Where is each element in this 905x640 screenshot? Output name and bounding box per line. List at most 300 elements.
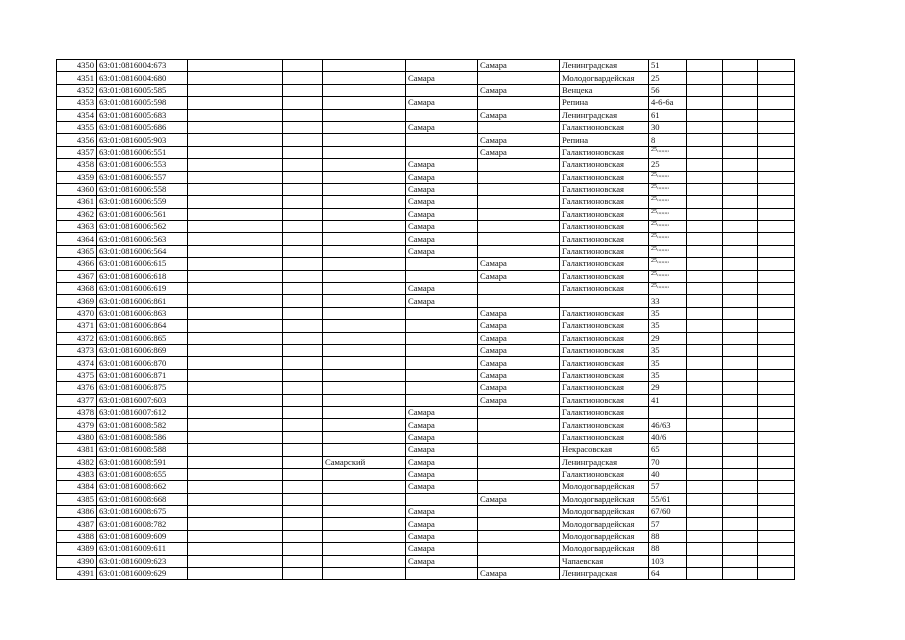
- district-cell: [323, 320, 406, 332]
- row-number-cell: 4374: [57, 357, 97, 369]
- cadastral-number-cell: 63:01:0816006:869: [97, 344, 188, 356]
- empty-cell: [283, 245, 323, 257]
- empty-cell: [188, 568, 283, 580]
- city-cell: Самара: [406, 171, 478, 183]
- street-cell: Молодогвардейская: [560, 493, 649, 505]
- house-number-cell: 65: [649, 444, 687, 456]
- house-number-cell: 25,,,,,,,,: [649, 233, 687, 245]
- city-cell: [478, 518, 560, 530]
- street-cell: Галактионовская: [560, 183, 649, 195]
- empty-cell: [758, 121, 795, 133]
- empty-cell: [758, 468, 795, 480]
- row-number-cell: 4363: [57, 221, 97, 233]
- empty-cell: [283, 344, 323, 356]
- district-cell: [323, 196, 406, 208]
- empty-cell: [283, 406, 323, 418]
- empty-cell: [687, 60, 723, 72]
- house-number-cell: 4-6-6а: [649, 97, 687, 109]
- district-cell: [323, 493, 406, 505]
- empty-cell: [188, 406, 283, 418]
- house-number-cell: 51: [649, 60, 687, 72]
- row-number-cell: 4351: [57, 72, 97, 84]
- empty-cell: [283, 456, 323, 468]
- street-cell: Галактионовская: [560, 258, 649, 270]
- cadastral-number-cell: 63:01:0816006:875: [97, 382, 188, 394]
- empty-cell: [188, 419, 283, 431]
- empty-cell: [687, 506, 723, 518]
- table-row: [57, 258, 795, 270]
- empty-cell: [283, 134, 323, 146]
- city-cell: [406, 258, 478, 270]
- street-cell: Галактионовская: [560, 369, 649, 381]
- empty-cell: [723, 493, 758, 505]
- empty-cell: [188, 183, 283, 195]
- district-cell: [323, 146, 406, 158]
- city-cell: [406, 84, 478, 96]
- city-cell: [478, 97, 560, 109]
- cadastral-number-cell: 63:01:0816006:871: [97, 369, 188, 381]
- empty-cell: [758, 60, 795, 72]
- table-row: [57, 481, 795, 493]
- city-cell: Самара: [406, 221, 478, 233]
- house-number-cell: 103: [649, 555, 687, 567]
- district-cell: [323, 369, 406, 381]
- empty-cell: [723, 394, 758, 406]
- street-cell: Галактионовская: [560, 245, 649, 257]
- row-number-cell: 4386: [57, 506, 97, 518]
- empty-cell: [687, 221, 723, 233]
- table-row: [57, 245, 795, 257]
- street-cell: Ленинградская: [560, 60, 649, 72]
- district-cell: [323, 518, 406, 530]
- city-cell: Самара: [406, 419, 478, 431]
- city-cell: Самара: [406, 481, 478, 493]
- empty-cell: [188, 444, 283, 456]
- empty-cell: [687, 344, 723, 356]
- district-cell: [323, 406, 406, 418]
- empty-cell: [687, 382, 723, 394]
- table-row: [57, 382, 795, 394]
- house-number-cell: 64: [649, 568, 687, 580]
- row-number-cell: 4366: [57, 258, 97, 270]
- empty-cell: [283, 72, 323, 84]
- row-number-cell: 4371: [57, 320, 97, 332]
- empty-cell: [723, 468, 758, 480]
- empty-cell: [283, 444, 323, 456]
- empty-cell: [758, 444, 795, 456]
- cadastral-number-cell: 63:01:0816006:863: [97, 307, 188, 319]
- row-number-cell: 4388: [57, 530, 97, 542]
- city-cell: Самара: [406, 283, 478, 295]
- street-cell: Молодогвардейская: [560, 72, 649, 84]
- cadastral-number-cell: 63:01:0816008:662: [97, 481, 188, 493]
- cadastral-number-cell: 63:01:0816008:675: [97, 506, 188, 518]
- empty-cell: [687, 332, 723, 344]
- table-row: [57, 431, 795, 443]
- empty-cell: [687, 493, 723, 505]
- empty-cell: [758, 109, 795, 121]
- empty-cell: [283, 183, 323, 195]
- empty-cell: [188, 431, 283, 443]
- empty-cell: [687, 431, 723, 443]
- empty-cell: [687, 357, 723, 369]
- district-cell: [323, 555, 406, 567]
- city-cell: [406, 382, 478, 394]
- empty-cell: [687, 307, 723, 319]
- empty-cell: [283, 493, 323, 505]
- empty-cell: [188, 221, 283, 233]
- table-row: [57, 468, 795, 480]
- empty-cell: [188, 60, 283, 72]
- empty-cell: [723, 456, 758, 468]
- empty-cell: [188, 121, 283, 133]
- district-cell: Самарский: [323, 456, 406, 468]
- empty-cell: [687, 320, 723, 332]
- row-number-cell: 4369: [57, 295, 97, 307]
- row-number-cell: 4354: [57, 109, 97, 121]
- empty-cell: [758, 555, 795, 567]
- city-cell: [478, 171, 560, 183]
- city-cell: Самара: [478, 307, 560, 319]
- cadastral-number-cell: 63:01:0816004:673: [97, 60, 188, 72]
- house-number-cell: 67/60: [649, 506, 687, 518]
- table-row: [57, 84, 795, 96]
- empty-cell: [188, 72, 283, 84]
- row-number-cell: 4389: [57, 543, 97, 555]
- house-number-cell: 8: [649, 134, 687, 146]
- row-number-cell: 4384: [57, 481, 97, 493]
- empty-cell: [723, 344, 758, 356]
- district-cell: [323, 344, 406, 356]
- district-cell: [323, 221, 406, 233]
- row-number-cell: 4367: [57, 270, 97, 282]
- empty-cell: [283, 568, 323, 580]
- empty-cell: [758, 283, 795, 295]
- empty-cell: [283, 146, 323, 158]
- street-cell: Репина: [560, 134, 649, 146]
- empty-cell: [758, 431, 795, 443]
- empty-cell: [723, 419, 758, 431]
- empty-cell: [723, 270, 758, 282]
- empty-cell: [687, 530, 723, 542]
- table-row: [57, 295, 795, 307]
- street-cell: Галактионовская: [560, 357, 649, 369]
- empty-cell: [723, 518, 758, 530]
- empty-cell: [283, 555, 323, 567]
- house-number-cell: 25,,,,,,,,: [649, 171, 687, 183]
- cadastral-number-cell: 63:01:0816005:903: [97, 134, 188, 146]
- street-cell: Галактионовская: [560, 344, 649, 356]
- city-cell: [478, 431, 560, 443]
- empty-cell: [188, 171, 283, 183]
- empty-cell: [283, 307, 323, 319]
- empty-cell: [723, 258, 758, 270]
- row-number-cell: 4360: [57, 183, 97, 195]
- city-cell: [478, 456, 560, 468]
- empty-cell: [723, 171, 758, 183]
- cadastral-number-cell: 63:01:0816006:615: [97, 258, 188, 270]
- empty-cell: [188, 456, 283, 468]
- street-cell: Молодогвардейская: [560, 543, 649, 555]
- district-cell: [323, 121, 406, 133]
- cadastral-number-cell: 63:01:0816006:559: [97, 196, 188, 208]
- table-row: [57, 506, 795, 518]
- row-number-cell: 4364: [57, 233, 97, 245]
- table-row: [57, 530, 795, 542]
- street-cell: Галактионовская: [560, 270, 649, 282]
- empty-cell: [687, 183, 723, 195]
- empty-cell: [758, 394, 795, 406]
- cadastral-number-cell: 63:01:0816004:680: [97, 72, 188, 84]
- empty-cell: [758, 171, 795, 183]
- empty-cell: [283, 196, 323, 208]
- empty-cell: [283, 357, 323, 369]
- empty-cell: [687, 419, 723, 431]
- house-number-cell: [649, 406, 687, 418]
- city-cell: Самара: [406, 72, 478, 84]
- house-number-cell: 35: [649, 307, 687, 319]
- city-cell: [406, 332, 478, 344]
- empty-cell: [188, 530, 283, 542]
- cadastral-number-cell: 63:01:0816009:611: [97, 543, 188, 555]
- empty-cell: [758, 183, 795, 195]
- city-cell: [478, 406, 560, 418]
- house-number-cell: 29: [649, 382, 687, 394]
- row-number-cell: 4350: [57, 60, 97, 72]
- house-number-cell: 35: [649, 320, 687, 332]
- records-table: [56, 59, 795, 580]
- table-row: [57, 283, 795, 295]
- empty-cell: [687, 258, 723, 270]
- empty-cell: [758, 270, 795, 282]
- district-cell: [323, 233, 406, 245]
- empty-cell: [687, 159, 723, 171]
- house-number-cell: 25,,,,,,,,: [649, 221, 687, 233]
- district-cell: [323, 307, 406, 319]
- cadastral-number-cell: 63:01:0816006:564: [97, 245, 188, 257]
- street-cell: Галактионовская: [560, 171, 649, 183]
- cadastral-number-cell: 63:01:0816006:551: [97, 146, 188, 158]
- cadastral-number-cell: 63:01:0816006:561: [97, 208, 188, 220]
- empty-cell: [283, 121, 323, 133]
- city-cell: [406, 320, 478, 332]
- house-number-cell: 29: [649, 332, 687, 344]
- cadastral-number-cell: 63:01:0816006:558: [97, 183, 188, 195]
- row-number-cell: 4370: [57, 307, 97, 319]
- city-cell: Самара: [406, 518, 478, 530]
- empty-cell: [723, 208, 758, 220]
- row-number-cell: 4356: [57, 134, 97, 146]
- empty-cell: [723, 543, 758, 555]
- city-cell: [478, 530, 560, 542]
- cadastral-number-cell: 63:01:0816005:683: [97, 109, 188, 121]
- empty-cell: [723, 233, 758, 245]
- city-cell: Самара: [406, 555, 478, 567]
- city-cell: [478, 208, 560, 220]
- empty-cell: [687, 171, 723, 183]
- street-cell: Некрасовская: [560, 444, 649, 456]
- table-row: [57, 518, 795, 530]
- empty-cell: [188, 518, 283, 530]
- empty-cell: [758, 233, 795, 245]
- empty-cell: [188, 258, 283, 270]
- empty-cell: [758, 84, 795, 96]
- empty-cell: [723, 60, 758, 72]
- city-cell: [406, 568, 478, 580]
- table-row: [57, 146, 795, 158]
- empty-cell: [758, 481, 795, 493]
- street-cell: Галактионовская: [560, 221, 649, 233]
- district-cell: [323, 530, 406, 542]
- cadastral-number-cell: 63:01:0816005:585: [97, 84, 188, 96]
- row-number-cell: 4373: [57, 344, 97, 356]
- row-number-cell: 4375: [57, 369, 97, 381]
- street-cell: Галактионовская: [560, 431, 649, 443]
- district-cell: [323, 394, 406, 406]
- house-number-cell: 40: [649, 468, 687, 480]
- empty-cell: [188, 320, 283, 332]
- city-cell: Самара: [406, 245, 478, 257]
- empty-cell: [723, 406, 758, 418]
- empty-cell: [758, 506, 795, 518]
- row-number-cell: 4368: [57, 283, 97, 295]
- city-cell: Самара: [406, 431, 478, 443]
- empty-cell: [283, 431, 323, 443]
- district-cell: [323, 208, 406, 220]
- city-cell: [406, 357, 478, 369]
- district-cell: [323, 60, 406, 72]
- row-number-cell: 4357: [57, 146, 97, 158]
- city-cell: Самара: [478, 369, 560, 381]
- empty-cell: [283, 382, 323, 394]
- district-cell: [323, 109, 406, 121]
- city-cell: Самара: [406, 97, 478, 109]
- empty-cell: [758, 221, 795, 233]
- empty-cell: [188, 159, 283, 171]
- district-cell: [323, 481, 406, 493]
- empty-cell: [723, 382, 758, 394]
- table-row: [57, 270, 795, 282]
- street-cell: Галактионовская: [560, 468, 649, 480]
- street-cell: Галактионовская: [560, 208, 649, 220]
- cadastral-number-cell: 63:01:0816005:598: [97, 97, 188, 109]
- empty-cell: [723, 481, 758, 493]
- house-number-cell: 57: [649, 518, 687, 530]
- empty-cell: [687, 109, 723, 121]
- empty-cell: [283, 518, 323, 530]
- empty-cell: [283, 221, 323, 233]
- district-cell: [323, 431, 406, 443]
- empty-cell: [687, 146, 723, 158]
- empty-cell: [723, 134, 758, 146]
- row-number-cell: 4372: [57, 332, 97, 344]
- city-cell: [406, 146, 478, 158]
- empty-cell: [758, 568, 795, 580]
- city-cell: [478, 468, 560, 480]
- empty-cell: [687, 568, 723, 580]
- city-cell: Самара: [406, 121, 478, 133]
- city-cell: Самара: [406, 159, 478, 171]
- empty-cell: [188, 468, 283, 480]
- table-row: [57, 307, 795, 319]
- house-number-cell: 57: [649, 481, 687, 493]
- empty-cell: [283, 270, 323, 282]
- house-number-cell: 25,,,,,,,,: [649, 208, 687, 220]
- house-number-cell: 25,,,,,,,,: [649, 146, 687, 158]
- street-cell: Ленинградская: [560, 109, 649, 121]
- table-row: [57, 183, 795, 195]
- street-cell: Галактионовская: [560, 382, 649, 394]
- city-cell: [478, 543, 560, 555]
- city-cell: Самара: [406, 456, 478, 468]
- street-cell: Галактионовская: [560, 320, 649, 332]
- street-cell: Чапаевская: [560, 555, 649, 567]
- row-number-cell: 4390: [57, 555, 97, 567]
- table-row: [57, 357, 795, 369]
- empty-cell: [188, 146, 283, 158]
- table-row: [57, 555, 795, 567]
- empty-cell: [687, 406, 723, 418]
- table-row: [57, 419, 795, 431]
- table-row: [57, 233, 795, 245]
- empty-cell: [687, 481, 723, 493]
- house-number-cell: 46/63: [649, 419, 687, 431]
- district-cell: [323, 159, 406, 171]
- empty-cell: [687, 134, 723, 146]
- cadastral-number-cell: 63:01:0816008:782: [97, 518, 188, 530]
- street-cell: [560, 295, 649, 307]
- empty-cell: [283, 97, 323, 109]
- city-cell: Самара: [478, 258, 560, 270]
- house-number-cell: 61: [649, 109, 687, 121]
- empty-cell: [723, 109, 758, 121]
- empty-cell: [687, 270, 723, 282]
- house-number-cell: 70: [649, 456, 687, 468]
- empty-cell: [687, 518, 723, 530]
- district-cell: [323, 382, 406, 394]
- table-row: [57, 171, 795, 183]
- empty-cell: [758, 208, 795, 220]
- cadastral-number-cell: 63:01:0816006:619: [97, 283, 188, 295]
- city-cell: [478, 233, 560, 245]
- empty-cell: [687, 245, 723, 257]
- city-cell: [406, 394, 478, 406]
- street-cell: Галактионовская: [560, 121, 649, 133]
- city-cell: [478, 283, 560, 295]
- table-row: [57, 221, 795, 233]
- cadastral-number-cell: 63:01:0816006:870: [97, 357, 188, 369]
- house-number-cell: 25,,,,,,,,: [649, 196, 687, 208]
- row-number-cell: 4362: [57, 208, 97, 220]
- empty-cell: [758, 518, 795, 530]
- street-cell: Молодогвардейская: [560, 518, 649, 530]
- empty-cell: [188, 245, 283, 257]
- city-cell: Самара: [406, 444, 478, 456]
- street-cell: Галактионовская: [560, 307, 649, 319]
- city-cell: [478, 196, 560, 208]
- empty-cell: [723, 555, 758, 567]
- city-cell: Самара: [406, 506, 478, 518]
- cadastral-number-cell: 63:01:0816007:612: [97, 406, 188, 418]
- city-cell: Самара: [478, 134, 560, 146]
- row-number-cell: 4378: [57, 406, 97, 418]
- empty-cell: [687, 394, 723, 406]
- table-row: [57, 568, 795, 580]
- cadastral-number-cell: 63:01:0816005:686: [97, 121, 188, 133]
- empty-cell: [283, 233, 323, 245]
- house-number-cell: 35: [649, 357, 687, 369]
- empty-cell: [687, 468, 723, 480]
